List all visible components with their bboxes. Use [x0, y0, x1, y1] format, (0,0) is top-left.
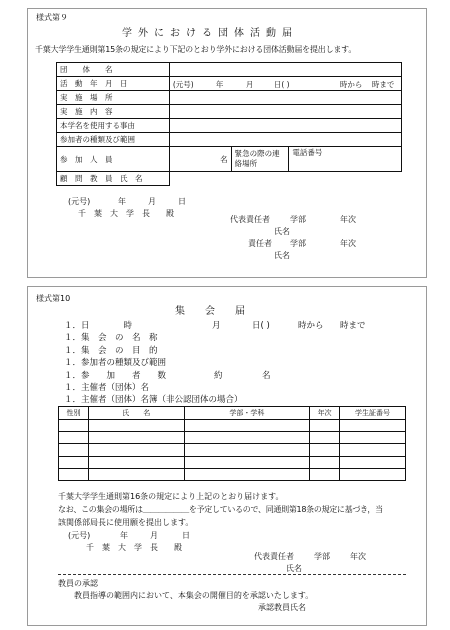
- advisor-field[interactable]: [169, 172, 401, 186]
- approval-title: 教員の承認: [58, 579, 98, 588]
- row-participants: [57, 147, 402, 172]
- form9-resp-label: 責任者: [248, 239, 272, 248]
- content-field[interactable]: [169, 105, 401, 119]
- form9-rep-name: 氏名: [274, 227, 290, 236]
- form10-rep-faculty: 学部: [314, 552, 330, 561]
- cell-sex[interactable]: [59, 420, 89, 432]
- time-to: 時まで: [371, 80, 395, 89]
- form9-label: 様式第９: [36, 13, 68, 22]
- cell-name[interactable]: [88, 444, 184, 456]
- approval-divider: [58, 574, 406, 575]
- group-name-field[interactable]: [169, 63, 401, 77]
- cell-sex[interactable]: [59, 456, 89, 468]
- members-header-sex: 性別: [59, 407, 89, 420]
- row-content: [57, 105, 402, 119]
- form10-title: 集 会 届: [175, 306, 245, 317]
- form10-addressee: 千 葉 大 学 長 殿: [86, 543, 182, 552]
- form10-closing-line1: 千葉大学学生通則第16条の規定により上記のとおり届けます。: [58, 492, 284, 501]
- cell-name[interactable]: [88, 468, 184, 480]
- cell-grade[interactable]: [310, 468, 340, 480]
- date-month: 月: [245, 80, 254, 89]
- item-participant-scope: １．参加者の種類及び範囲: [64, 358, 167, 369]
- form9-footer-year: 年: [118, 197, 126, 206]
- item-participant-count: １．参 加 者 数: [64, 370, 167, 381]
- cell-sex[interactable]: [59, 432, 89, 444]
- form10-time-to: 時まで: [340, 321, 366, 331]
- item-datetime: １．日 時: [64, 321, 133, 331]
- cell-grade[interactable]: [310, 432, 340, 444]
- cell-faculty[interactable]: [184, 444, 310, 456]
- item-organizer-roster: １．主催者（団体）名簿（非公認団体の場合）: [64, 395, 243, 406]
- row-participant-scope: [57, 133, 402, 147]
- cell-grade[interactable]: [310, 420, 340, 432]
- cell-sex[interactable]: [59, 468, 89, 480]
- form10-rep-grade: 年次: [350, 552, 366, 561]
- row-activity-date: [57, 77, 402, 91]
- reason-field[interactable]: [169, 119, 401, 133]
- form10-footer-era: (元号): [68, 531, 91, 540]
- cell-faculty[interactable]: [184, 456, 310, 468]
- table-row: [59, 444, 406, 456]
- members-table: [58, 406, 406, 481]
- form9-footer-month: 月: [148, 197, 156, 206]
- form9-table: [56, 62, 402, 186]
- form9-addressee: 千 葉 大 学 長 殿: [78, 209, 174, 218]
- item-meeting-name: １．集 会 の 名 称: [64, 333, 158, 344]
- cell-student-id[interactable]: [340, 456, 406, 468]
- participant-scope-field[interactable]: [169, 133, 401, 147]
- row-advisor: [57, 172, 402, 186]
- form9-intro: 千葉大学学生通則第15条の規定により下記のとおり学外における団体活動届を提出します。: [35, 45, 357, 54]
- members-header-row: [59, 407, 406, 420]
- group-name-label: 団 体 名: [57, 63, 170, 77]
- date-era: (元号): [172, 80, 194, 89]
- form10-label: 様式第10: [36, 294, 71, 303]
- members-header-faculty: 学部・学科: [184, 407, 310, 420]
- form10-closing-line3: 該関係部局長に使用願を提出します。: [58, 518, 194, 527]
- form10-rep-name: 氏名: [286, 564, 302, 573]
- form10-rep-label: 代表責任者: [254, 552, 294, 561]
- row-reason: [57, 119, 402, 133]
- cell-name[interactable]: [88, 420, 184, 432]
- form10-item-list: [64, 320, 243, 407]
- row-group-name: [57, 63, 402, 77]
- content-label: 実 施 内 容: [57, 105, 170, 119]
- form9-rep-label: 代表責任者: [230, 215, 270, 224]
- table-row: [59, 432, 406, 444]
- form10-footer-month: 月: [150, 531, 158, 540]
- item-organizer: １．主催者（団体）名: [64, 383, 150, 394]
- cell-sex[interactable]: [59, 444, 89, 456]
- cell-grade[interactable]: [310, 456, 340, 468]
- participants-field[interactable]: [169, 147, 231, 172]
- cell-faculty[interactable]: [184, 468, 310, 480]
- form10-approx: 約: [214, 371, 223, 381]
- table-row: [59, 468, 406, 480]
- form10-time-from: 時から: [298, 321, 324, 331]
- members-header-student-id: 学生証番号: [340, 407, 406, 420]
- approval-sign-label: 承認教員氏名: [258, 603, 306, 612]
- form9-footer-era: (元号): [68, 197, 91, 206]
- cell-name[interactable]: [88, 456, 184, 468]
- cell-name[interactable]: [88, 432, 184, 444]
- cell-student-id[interactable]: [340, 468, 406, 480]
- phone-label: 電話番号: [292, 148, 323, 157]
- phone-field[interactable]: [289, 147, 402, 172]
- participants-label: 参 加 人 員: [57, 147, 170, 172]
- participants-unit: 名: [220, 154, 228, 164]
- form10-person-unit: 名: [262, 371, 271, 381]
- approval-text: 教員指導の範囲内において、本集会の開催目的を承認いたします。: [74, 591, 314, 600]
- table-row: [59, 456, 406, 468]
- cell-grade[interactable]: [310, 444, 340, 456]
- row-place: [57, 91, 402, 105]
- form9-footer-day: 日: [178, 197, 186, 206]
- cell-faculty[interactable]: [184, 432, 310, 444]
- form10-footer-year: 年: [120, 531, 128, 540]
- form9-resp-faculty: 学部: [290, 239, 306, 248]
- item-meeting-purpose: １．集 会 の 目 的: [64, 345, 158, 356]
- cell-student-id[interactable]: [340, 420, 406, 432]
- participant-scope-label: 参加者の種類及び範囲: [57, 133, 170, 147]
- date-day: 日( ): [273, 80, 290, 89]
- activity-date-field[interactable]: [169, 77, 401, 91]
- form9-title: 学外における団体活動届: [122, 28, 298, 39]
- place-field[interactable]: [169, 91, 401, 105]
- cell-faculty[interactable]: [184, 420, 310, 432]
- form9-resp-name: 氏名: [274, 251, 290, 260]
- advisor-label: 顧 問 教 員 氏 名: [57, 172, 170, 186]
- members-header-grade: 年次: [310, 407, 340, 420]
- form9-rep-faculty: 学部: [290, 215, 306, 224]
- date-year: 年: [215, 80, 224, 89]
- form10-date-day: 日( ): [252, 321, 270, 331]
- members-header-name: 氏 名: [88, 407, 184, 420]
- form9-resp-grade: 年次: [340, 239, 356, 248]
- time-from: 時から: [339, 80, 363, 89]
- form10-date-month: 月: [212, 321, 221, 331]
- activity-date-label: 活 動 年 月 日: [57, 77, 170, 91]
- reason-label: 本学名を使用する事由: [57, 119, 170, 133]
- form10-footer-day: 日: [182, 531, 190, 540]
- place-label: 実 施 場 所: [57, 91, 170, 105]
- form10-closing-line2: なお、この集会の場所は＿＿＿＿＿＿を予定しているので、同通則第18条の規定に基づき，当: [58, 505, 383, 514]
- emergency-place-label: 緊急の際の連絡場所: [231, 147, 289, 172]
- cell-student-id[interactable]: [340, 444, 406, 456]
- form9-rep-grade: 年次: [340, 215, 356, 224]
- cell-student-id[interactable]: [340, 432, 406, 444]
- table-row: [59, 420, 406, 432]
